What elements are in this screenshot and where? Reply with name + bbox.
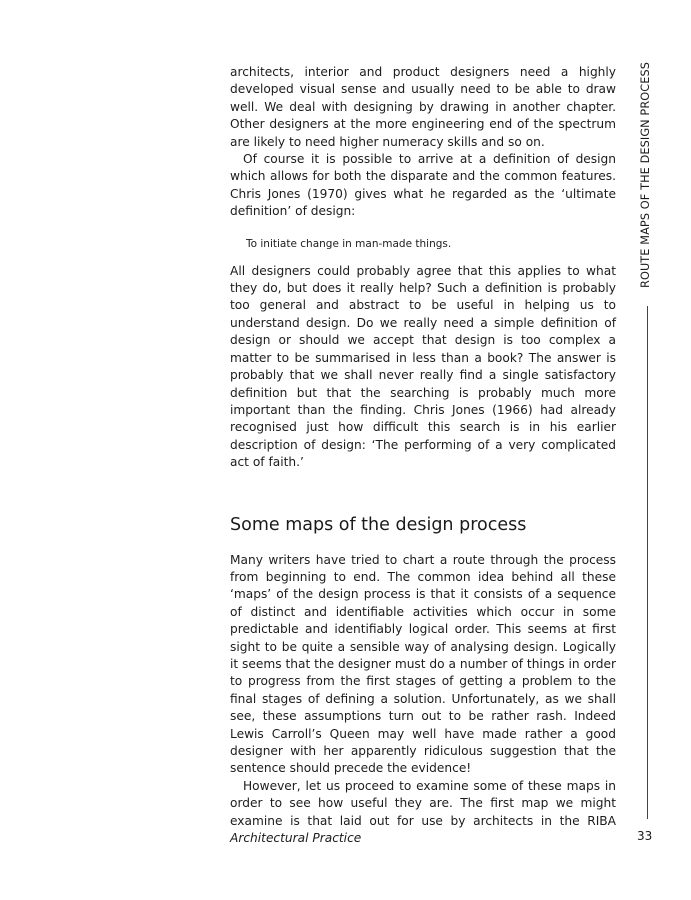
section-paragraph-1: Many writers have tried to chart a route through the process from beginning to end. The common idea behind all these ‘maps’ of the design process is that it consists of a sequence of distinct and identifiable activities which occur in some predictable and identifiably logical order. This seems at first sight to be quite a sensible way of analysing design. Logically it seems that the designer must do a number of things in order to progress from the first stages of getting a problem to the final stages of defining a solution. Unfortunately, as we shall see, these assumptions turn out to be rather rash. Indeed Lewis Carroll’s Queen may well have made rather a good designer with her apparently ridiculous suggestion that the sentence should precede the evidence! xyxy=(230,552,616,776)
paragraph-after-quote: All designers could probably agree that this applies to what they do, but does it really help? Such a definition is probably too general and abstract to be useful in helping us to understand design. Do we really need a simple definition of design or should we accept that design is too complex a matter to be summarised in less than a book? The answer is probably that we shall never really find a single satisfactory definition but that the searching is probably much more important than the finding. Chris Jones (1966) had already recognised just how difficult this search is in his earlier description of design: ‘The performing of a very complicated act of faith.’ xyxy=(230,263,616,470)
running-head: ROUTE MAPS OF THE DESIGN PROCESS xyxy=(639,61,652,288)
section-paragraph-2 xyxy=(230,778,616,848)
paragraph-top-1: architects, interior and product designers need a highly developed visual sense and usually need to be able to draw well. We deal with designing by drawing in another chapter. Other designers at the more engineering end of the spectrum are likely to need higher numeracy skills and so on. xyxy=(230,65,616,149)
page-number: 33 xyxy=(637,829,653,843)
section-heading: Some maps of the design process xyxy=(230,514,527,535)
paragraph-top-2: Of course it is possible to arrive at a definition of design which allows for both the disparate and the common features. Chris Jones (1970) gives what he regarded as the ‘ultimate definition’ of design: xyxy=(230,152,616,219)
block-quote: To initiate change in man-made things. xyxy=(246,237,452,250)
body-text-column xyxy=(230,64,616,847)
side-rule xyxy=(647,306,648,819)
book-title-italic: Architectural Practice xyxy=(230,831,362,846)
section-paragraph-2-text: However, let us proceed to examine some of these maps in order to see how useful they are. The first map we might examine is that laid out for use by architects in the RIBA xyxy=(230,778,616,828)
